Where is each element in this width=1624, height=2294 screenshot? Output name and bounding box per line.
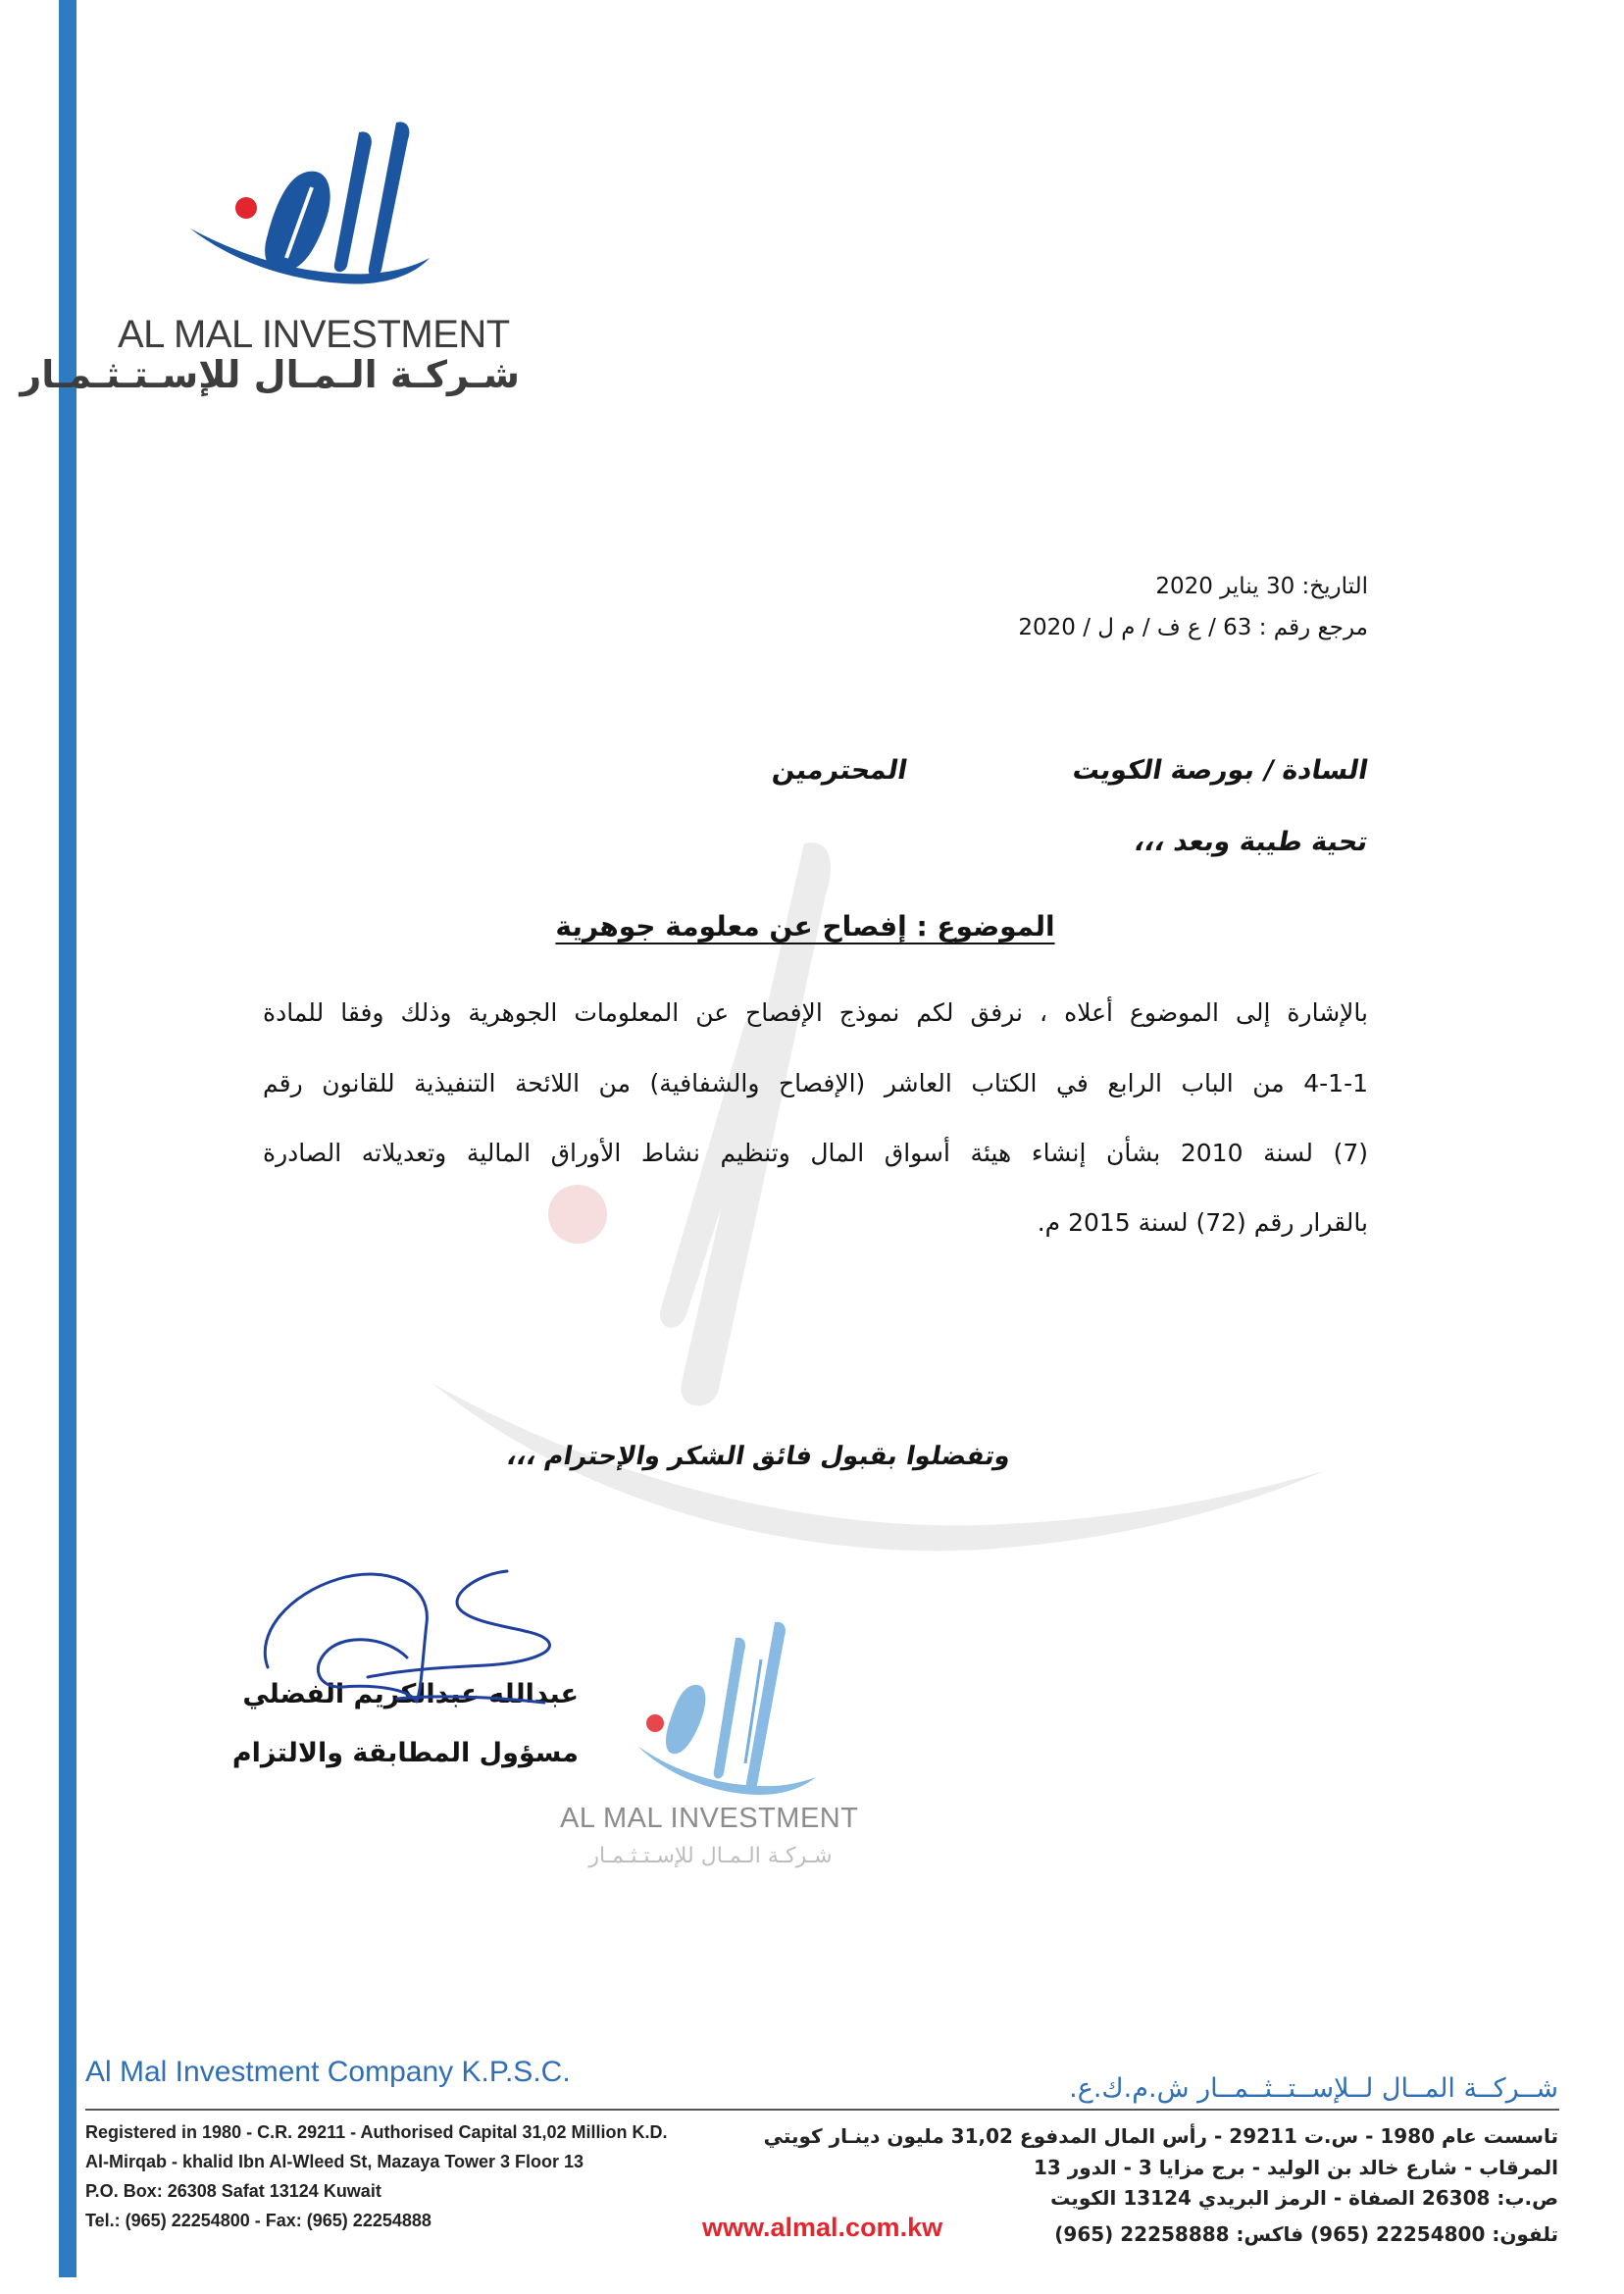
body-line: بالإشارة إلى الموضوع أعلاه ، نرفق لكم نموذج الإفصاح عن المعلومات الجوهرية وذلك وفقا للمادة [263, 998, 1368, 1027]
addressee: السادة / بورصة الكويت [1070, 755, 1371, 786]
footer-line-en: Tel.: (965) 22254800 - Fax: (965) 22254888 [85, 2211, 431, 2230]
al-mal-logo-icon [186, 93, 539, 314]
greeting: تحية طيبة وبعد ،،، [1132, 827, 1371, 857]
al-mal-watermark-icon [392, 765, 1373, 1628]
body-line: بالقرار رقم (72) لسنة 2015 م. [1037, 1208, 1368, 1237]
footer-divider [85, 2109, 1559, 2111]
addressee-honorific: المحترمين [770, 755, 910, 786]
subject-line [511, 910, 1099, 943]
company-stamp-logo-icon [588, 1599, 834, 1810]
footer-line-ar: تلفون: 22254800 (965) فاكس: 22258888 (965) [1054, 2222, 1558, 2246]
footer-line-ar: تاسست عام 1980 - س.ت 29211 - رأس المال المدفوع 31,02 مليون دينـار كويتي [763, 2124, 1558, 2148]
subject-text: الموضوع : إفصاح عن معلومة جوهرية [555, 910, 1055, 943]
body-line: 4-1-1 من الباب الرابع في الكتاب العاشر (الإفصاح والشفافية) من اللائحة التنفيذية للقانون رقم [263, 1069, 1368, 1097]
stamp-name-en: AL MAL INVESTMENT [560, 1803, 859, 1834]
handwritten-signature [250, 1540, 588, 1726]
signatory-name: عبدالله عبدالكريم الفضلي [242, 1679, 579, 1709]
footer-website: www.almal.com.kw [702, 2213, 943, 2242]
stamp-name-ar: شـركـة الـمـال للإسـتـثـمـار [588, 1844, 833, 1868]
footer-line-en: Registered in 1980 - C.R. 29211 - Authorised Capital 31,02 Million K.D. [85, 2122, 668, 2142]
footer-line-ar: المرقاب - شارع خالد بن الوليد - برج مزايا 3 - الدور 13 [1033, 2156, 1558, 2179]
letter-date: التاريخ: 30 يناير 2020 [1155, 574, 1368, 599]
footer-line-en: Al-Mirqab - khalid Ibn Al-Wleed St, Mazaya Tower 3 Floor 13 [85, 2152, 584, 2171]
letter-reference: مرجع رقم : 63 / ع ف / م ل / 2020 [1018, 615, 1368, 640]
footer-company-ar: شــركــة المــال لــلإســتــثــمــار ش.م.ك.ع. [1069, 2073, 1558, 2104]
body-line: (7) لسنة 2010 بشأن إنشاء هيئة أسواق المال وتنظيم نشاط الأوراق المالية وتعديلاته الصادرة [263, 1139, 1369, 1167]
logo-name-ar: شـركـة الـمـال للإسـتـثـمـار [20, 353, 520, 396]
brand-side-bar [59, 0, 76, 2277]
closing: وتفضلوا بقبول فائق الشكر والإحترام ،،، [504, 1442, 1013, 1471]
footer-line-en: P.O. Box: 26308 Safat 13124 Kuwait [85, 2181, 381, 2201]
logo-name-en: AL MAL INVESTMENT [118, 313, 510, 356]
footer-line-ar: ص.ب: 26308 الصفاة - الرمز البريدي 13124 الكويت [1050, 2186, 1558, 2210]
signatory-title: مسؤول المطابقة والالتزام [231, 1738, 579, 1768]
footer-company-en: Al Mal Investment Company K.P.S.C. [85, 2056, 571, 2088]
